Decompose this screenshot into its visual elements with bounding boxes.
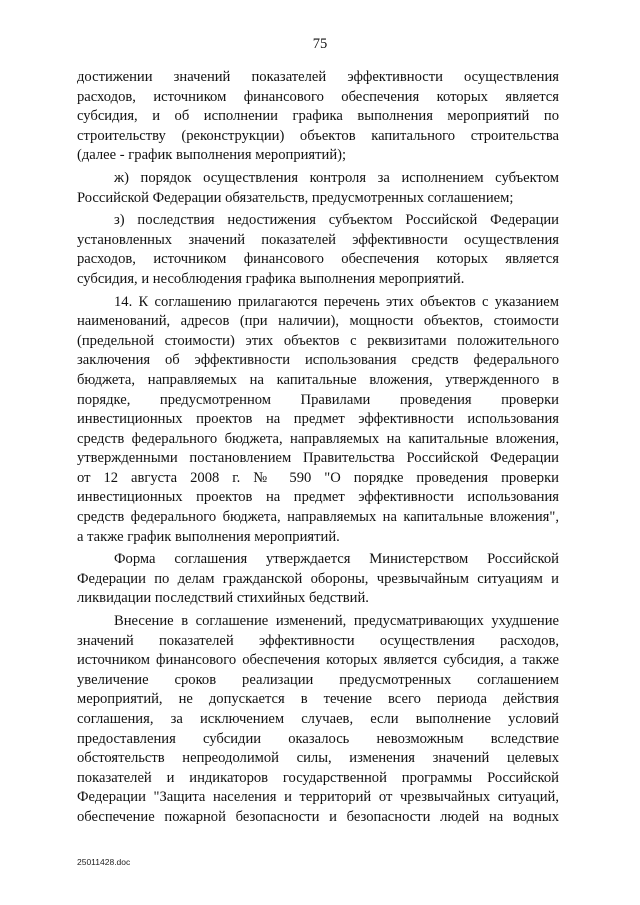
page-number: 75 <box>312 36 328 52</box>
text-line: обстоятельств непреодолимой силы, изменения значений целевых <box>77 750 559 767</box>
paragraph-continuation <box>77 68 559 166</box>
text-line: 14. К соглашению прилагаются перечень этих объектов с указанием <box>114 293 559 310</box>
text-line: бюджета, направляемых на капитальные вложения, утвержденного в <box>77 371 559 388</box>
text-line: средств федерального бюджета, направляемых на капитальные вложения, <box>77 430 559 447</box>
paragraph-item-z <box>77 211 559 289</box>
text-line: з) последствия недостижения субъектом Российской Федерации <box>114 212 559 229</box>
text-line: субсидия, и несоблюдения графика выполнения мероприятий. <box>77 270 465 287</box>
text-line: Федерации по делам гражданской обороны, чрезвычайным ситуациям и <box>77 570 559 587</box>
text-line: субсидия, и об исполнении графика выполнения мероприятий по <box>77 108 559 125</box>
text-line: расходов, источником финансового обеспечения которых является <box>77 88 559 105</box>
paragraph-agreement-form <box>77 550 559 609</box>
text-line: значений показателей эффективности осуществления расходов, <box>77 632 559 649</box>
text-line: ликвидации последствий стихийных бедствий. <box>77 590 369 607</box>
text-line: Внесение в соглашение изменений, предусматривающих ухудшение <box>114 613 559 630</box>
text-line: порядке, предусмотренном Правилами проведения проверки <box>77 391 559 408</box>
footer-filename: 25011428.doc <box>77 857 131 867</box>
text-line: строительству (реконструкции) объектов капитального строительства <box>77 127 559 144</box>
text-line: (предельной стоимости) этих объектов с реквизитами положительного <box>77 332 559 349</box>
text-line: предоставления субсидии оказалось невозможным вследствие <box>77 730 559 747</box>
paragraph-item-14 <box>77 293 559 548</box>
paragraph-amendments <box>77 612 559 828</box>
text-line: обеспечение пожарной безопасности и безопасности людей на водных <box>77 808 559 825</box>
text-line: наименований, адресов (при наличии), мощности объектов, стоимости <box>77 313 559 330</box>
text-line: увеличение сроков реализации предусмотренных соглашением <box>77 671 559 688</box>
text-line: ж) порядок осуществления контроля за исполнением субъектом <box>114 169 559 186</box>
text-line: средств федерального бюджета, направляемых на капитальные вложения", <box>77 509 559 526</box>
text-line: от 12 августа 2008 г. № 590 "О порядке проведения проверки <box>77 469 559 486</box>
text-line: Федерации "Защита населения и территорий от чрезвычайных ситуаций, <box>77 789 559 806</box>
paragraph-item-zh <box>77 169 559 208</box>
text-line: заключения об эффективности использования средств федерального <box>77 352 559 369</box>
text-line: (далее - график выполнения мероприятий); <box>77 147 347 164</box>
document-body <box>77 68 559 828</box>
text-line: показателей и индикаторов государственной программы Российской <box>77 769 559 786</box>
text-line: утвержденными постановлением Правительства Российской Федерации <box>77 450 559 467</box>
text-line: инвестиционных проектов на предмет эффективности использования <box>77 411 559 428</box>
text-line: Российской Федерации обязательств, предусмотренных соглашением; <box>77 189 514 206</box>
text-line: мероприятий, не допускается в течение всего периода действия <box>77 691 559 708</box>
text-line: соглашения, за исключением случаев, если выполнение условий <box>77 711 559 727</box>
text-line: установленных значений показателей эффективности осуществления <box>77 231 559 248</box>
text-line: расходов, источником финансового обеспечения которых является <box>77 251 559 268</box>
text-line: а также график выполнения мероприятий. <box>77 528 340 545</box>
text-line: достижении значений показателей эффективности осуществления <box>77 69 559 85</box>
text-line: Форма соглашения утверждается Министерством Российской <box>114 551 559 568</box>
text-line: источником финансового обеспечения которых является субсидия, а также <box>77 652 559 669</box>
text-line: инвестиционных проектов на предмет эффективности использования <box>77 489 559 506</box>
